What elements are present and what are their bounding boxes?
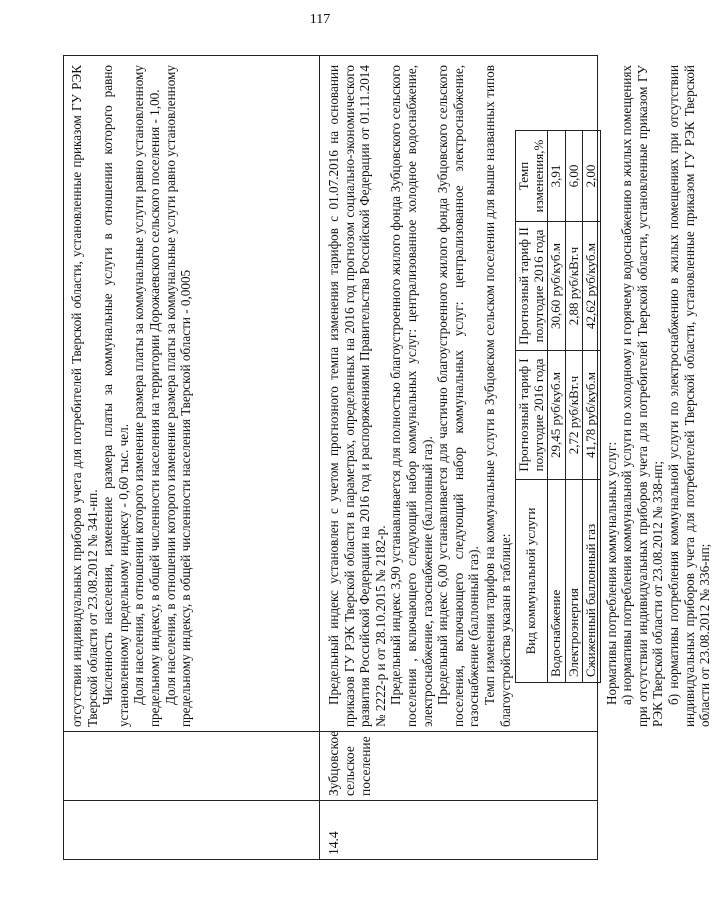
previous-row-text [69,65,194,727]
paragraph: отсутствии индивидуальных приборов учета для потребителей Тверской области, установленные приказом ГУ РЭК Тверской области от 23.08.2012 № 341-нп. [69,65,100,727]
table-row [548,131,566,683]
table-cell: Электроэнергия [565,480,583,683]
paragraph: Доля населения, в отношении которого изменение размера платы за коммунальные услуги равно установленному предельному индексу, в общей численности населения на территории Дорожаевского сельского поселения - 1,00. [131,65,162,727]
table-row [565,131,583,683]
document-table [63,55,713,860]
table-cell: Сжиженный баллонный газ [583,480,601,683]
table-cell: Водоснабжение [548,480,566,683]
paragraph: Нормативы потребления коммунальных услуг: [603,441,619,705]
header-cell: Темп изменения,% [516,131,548,222]
tariff-table [515,130,601,683]
table-cell: 6,00 [565,131,583,222]
paragraph: б) нормативы потребления коммунальной услуги по электроснабжению в жилых помещениях при отсутствии индивидуальных приборов учета для потребителей Тверской области, установленные приказом ГУ РЭК Тверской области от 23.08.2012 № 336-нп; [666,65,713,727]
header-cell: Вид коммунальной услуги [516,480,548,683]
table-cell: 2,72 руб/кВт.ч [565,351,583,480]
header-cell: Прогнозный тариф II полугодие 2016 года [516,222,548,351]
table-cell: 29,45 руб/куб.м [548,351,566,480]
table-header-row [516,131,548,683]
paragraph: Предельный индекс 6,00 устанавливается для частично благоустроенного жилого фонда Зубцовского сельского поселения, включающего следующий набор коммунальных услуг: централизованное электроснабжение, газоснабжение (баллонный газ). [435,65,482,727]
row-divider [319,56,320,859]
table-cell: 42,62 руб/куб.м [583,222,601,351]
paragraph: а) нормативы потребления коммунальной услуги по холодному и горячему водоснабжению в жилых помещениях при отсутствии индивидуальных приборов учета для потребителей Тверской области, установленные приказом ГУ РЭК Тверской области от 23.08.2012 № 338-нп; [619,65,666,727]
paragraph: Численность населения, изменение размера платы за коммунальные услуги в отношении которого равно установленному предельному индексу - 0,60 тыс. чел. [100,65,131,727]
column-divider [64,800,597,801]
paragraph: Темп изменения тарифов на коммунальные услуги в Зубцовском сельском поселении для выше названных типов благоустройства указан в таблице: [481,65,513,727]
row-text [326,65,713,727]
table-cell: 2,00 [583,131,601,222]
table-cell: 2,88 руб/кВт.ч [565,222,583,351]
header-cell: Прогнозный тариф I полугодие 2016 года [516,351,548,480]
rotated-page-content [63,55,713,860]
paragraph: Предельный индекс 3,90 устанавливается для полностью благоустроенного жилого фонда Зубцовского сельского поселения , включающего следующий набор коммунальных услуг: централизованное холодное водоснабжение, электроснабжение, газоснабжение (баллонный газ). [388,65,435,727]
table-cell: 30,60 руб/куб.м [548,222,566,351]
table-cell: 3,91 [548,131,566,222]
paragraph: Доля населения, в отношении которого изменение размера платы за коммунальные услуги равно установленному предельному индексу, в общей численности населения Тверской области - 0,0005 [162,65,194,727]
row-number: 14.4 [326,831,341,855]
table-cell: 41,78 руб/куб.м [583,351,601,480]
page-number: 117 [309,12,331,27]
table-row [583,131,601,683]
paragraph: Предельный индекс установлен с учетом прогнозного темпа изменения тарифов с 01.07.2016 на основании приказов ГУ РЭК Тверской области в параметрах, определенных на 2016 год прогнозом социально-экономического развития Российской Федерации на 2016 год и распоряжениями Правительства Российской Федерации от 01.11.2014 № 2222-р и от 28.10.2015 № 2182-р. [326,65,388,727]
municipality-name: Зубцовское сельское поселение [326,730,373,796]
